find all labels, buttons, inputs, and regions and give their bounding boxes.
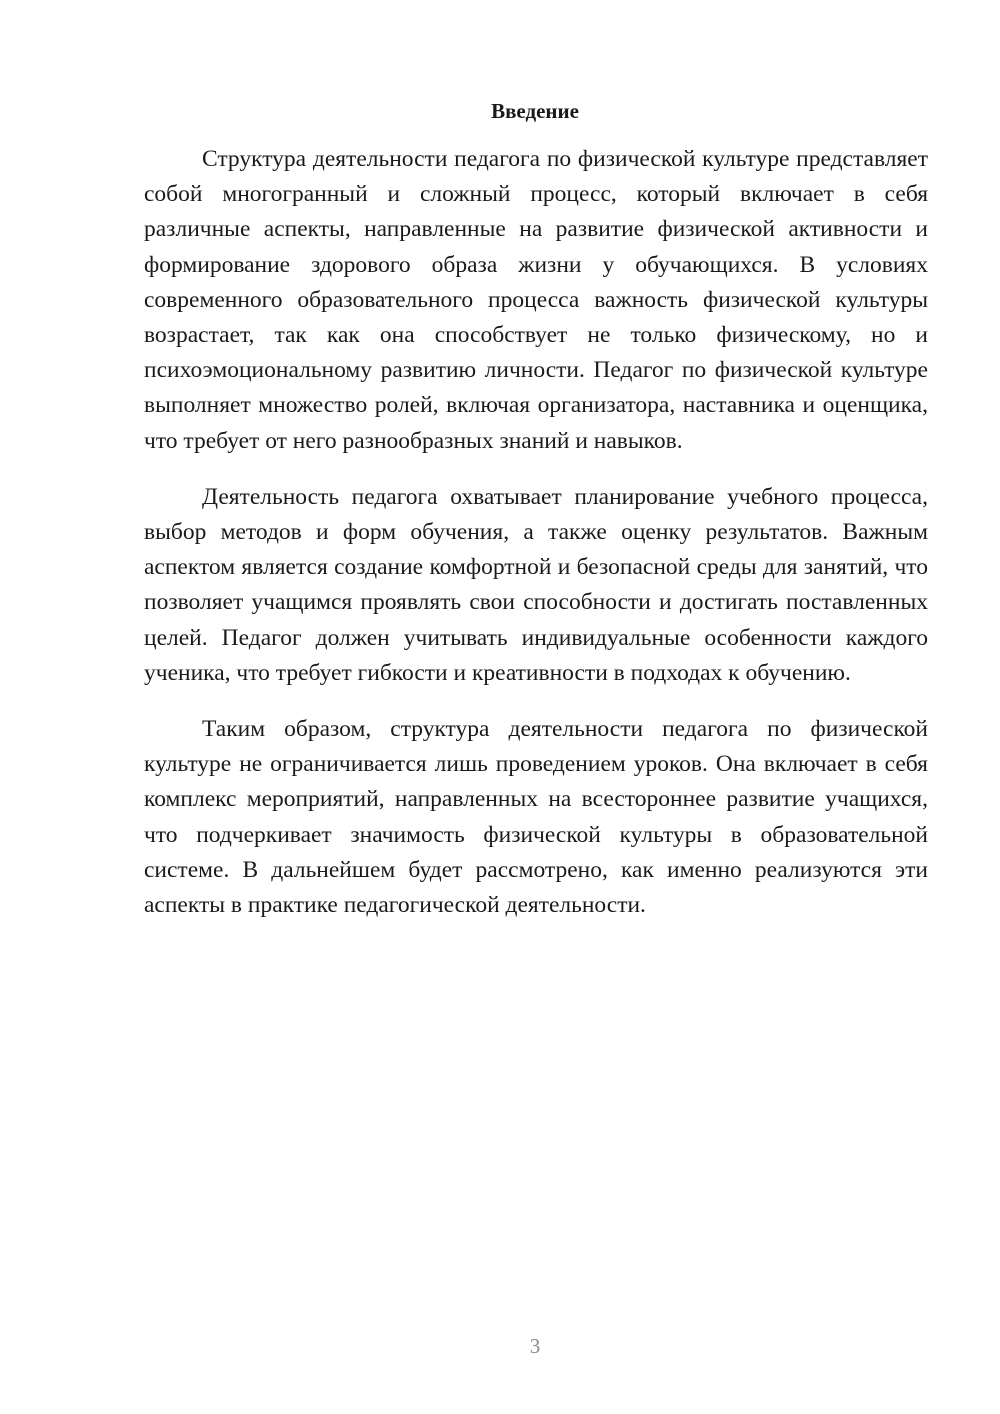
paragraph-3: Таким образом, структура деятельности педагога по физической культуре не ограничивается лишь проведением уроков. Она включает в себя комплекс мероприятий, направленных на всестороннее развитие учащихся, что подчеркивает значимость физической культуры в образовательной системе. В дальнейшем будет рассмотрено, как именно реализуются эти аспекты в практике педагогической деятельности. — [144, 716, 928, 919]
paragraph-2: Деятельность педагога охватывает планирование учебного процесса, выбор методов и форм обучения, а также оценку результатов. Важным аспектом является создание комфортной и безопасной среды для занятий, что позволяет учащимся проявлять свои способности и достигать поставленных целей. Педагог должен учитывать индивидуальные особенности каждого ученика, что требует гибкости и креативности в подходах к обучению. — [144, 483, 928, 686]
page-number: 3 — [529, 1334, 541, 1358]
body-text — [144, 142, 928, 944]
paragraph-1: Структура деятельности педагога по физической культуре представляет собой многогранный и сложный процесс, который включает в себя различные аспекты, направленные на развитие физической активности и формирование здорового образа жизни у обучающихся. В условиях современного образовательного процесса важность физической культуры возрастает, так как она способствует не только физическому, но и психоэмоциональному развитию личности. Педагог по физической культуре выполняет множество ролей, включая организатора, наставника и оценщика, что требует от него разнообразных знаний и навыков. — [144, 146, 928, 454]
section-title: Введение — [491, 99, 579, 123]
